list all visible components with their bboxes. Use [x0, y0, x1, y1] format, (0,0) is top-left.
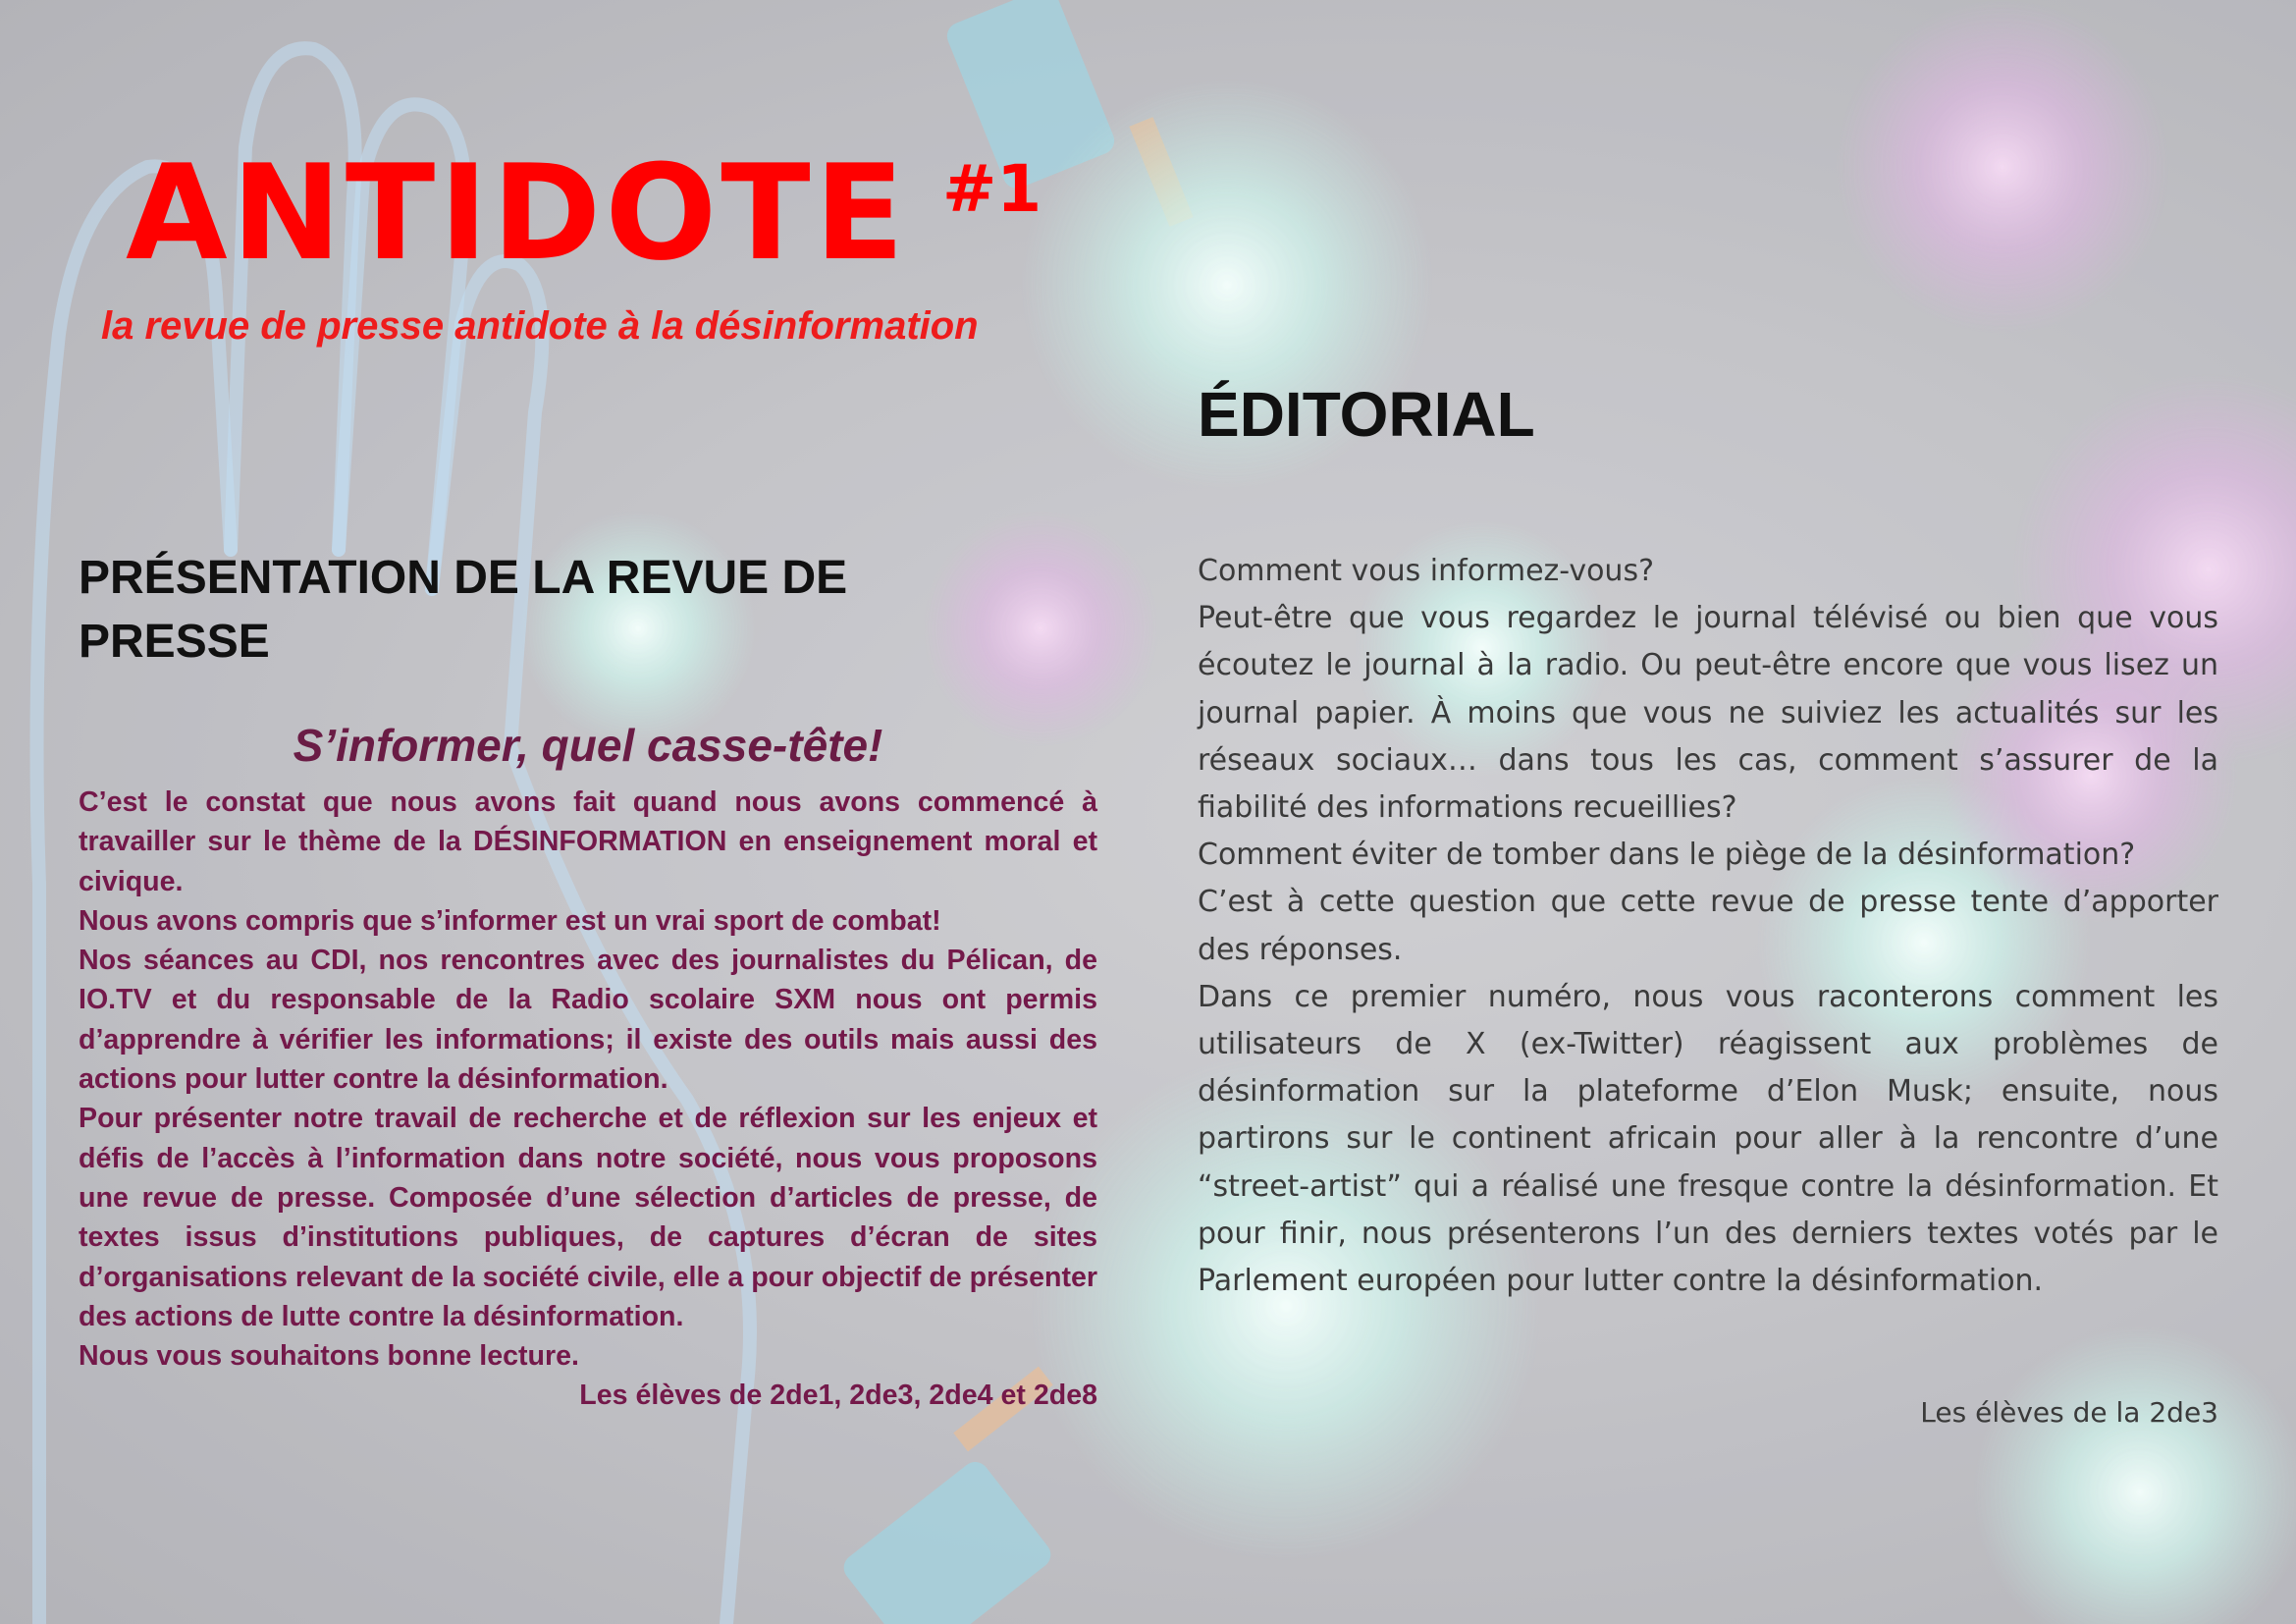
editorial-paragraph: Dans ce premier numéro, nous vous raconterons comment les utilisateurs de X (ex-Twitter) réagissent aux problèmes de désinformation sur la plateforme d’Elon Musk; ensuite, nous partirons sur le continent africain pour aller à la rencontre d’une “street-artist” qui a réalisé une fresque contre la désinformation. Et pour finir, nous présenterons l’un des derniers textes votés par le Parlement européen pour lutter contre la désinformation.: [1198, 979, 2218, 1299]
presentation-section-title: PRÉSENTATION DE LA REVUE DE PRESSE: [79, 552, 848, 668]
editorial-paragraph: Comment éviter de tomber dans le piège de la désinformation?: [1198, 838, 2136, 873]
magazine-subtitle: la revue de presse antidote à la désinformation: [101, 304, 979, 348]
issue-number: #1: [942, 151, 1042, 227]
presentation-paragraph: Pour présenter notre travail de recherche et de réflexion sur les enjeux et défis de l’accès à l’information dans notre société, nous vous proposons une revue de presse. Composée d’une sélection d’articles de presse, de textes issus d’institutions publiques, de captures d’écran de sites d’organisations relevant de la société civile, elle a pour objectif de présenter des actions de lutte contre la désinformation.: [79, 1103, 1097, 1332]
editorial-title: ÉDITORIAL: [1198, 379, 1535, 450]
presentation-paragraph: Nous vous souhaitons bonne lecture.: [79, 1340, 579, 1373]
editorial-paragraph: Peut-être que vous regardez le journal télévisé ou bien que vous écoutez le journal à la radio. Ou peut-être encore que vous lisez un journal papier. À moins que vous ne suiviez les actualités sur les réseaux sociaux… dans tous les cas, comment s’assurer de la fiabilité des informations recueillies?: [1198, 601, 2218, 826]
editorial-paragraph: C’est à cette question que cette revue de presse tente d’apporter des réponses.: [1198, 885, 2218, 967]
editorial-paragraph: Comment vous informez-vous?: [1198, 554, 1654, 588]
presentation-body: [79, 783, 1097, 1416]
presentation-signature: Les élèves de 2de1, 2de3, 2de4 et 2de8: [579, 1380, 1097, 1412]
magazine-title: ANTIDOTE: [126, 136, 909, 290]
presentation-paragraph: Nos séances au CDI, nos rencontres avec des journalistes du Pélican, de IO.TV et du responsable de la Radio scolaire SXM nous ont permis d’apprendre à vérifier les informations; il existe des outils mais aussi des actions pour lutter contre la désinformation.: [79, 945, 1097, 1096]
presentation-paragraph: C’est le constat que nous avons fait quand nous avons commencé à travailler sur le thème de la DÉSINFORMATION en enseignement moral et civique.: [79, 786, 1097, 897]
presentation-heading: S’informer, quel casse-tête!: [293, 720, 883, 771]
editorial-signature: Les élèves de la 2de3: [1920, 1396, 2218, 1429]
editorial-body: [1198, 548, 2218, 1305]
presentation-paragraph: Nous avons compris que s’informer est un vrai sport de combat!: [79, 904, 941, 937]
